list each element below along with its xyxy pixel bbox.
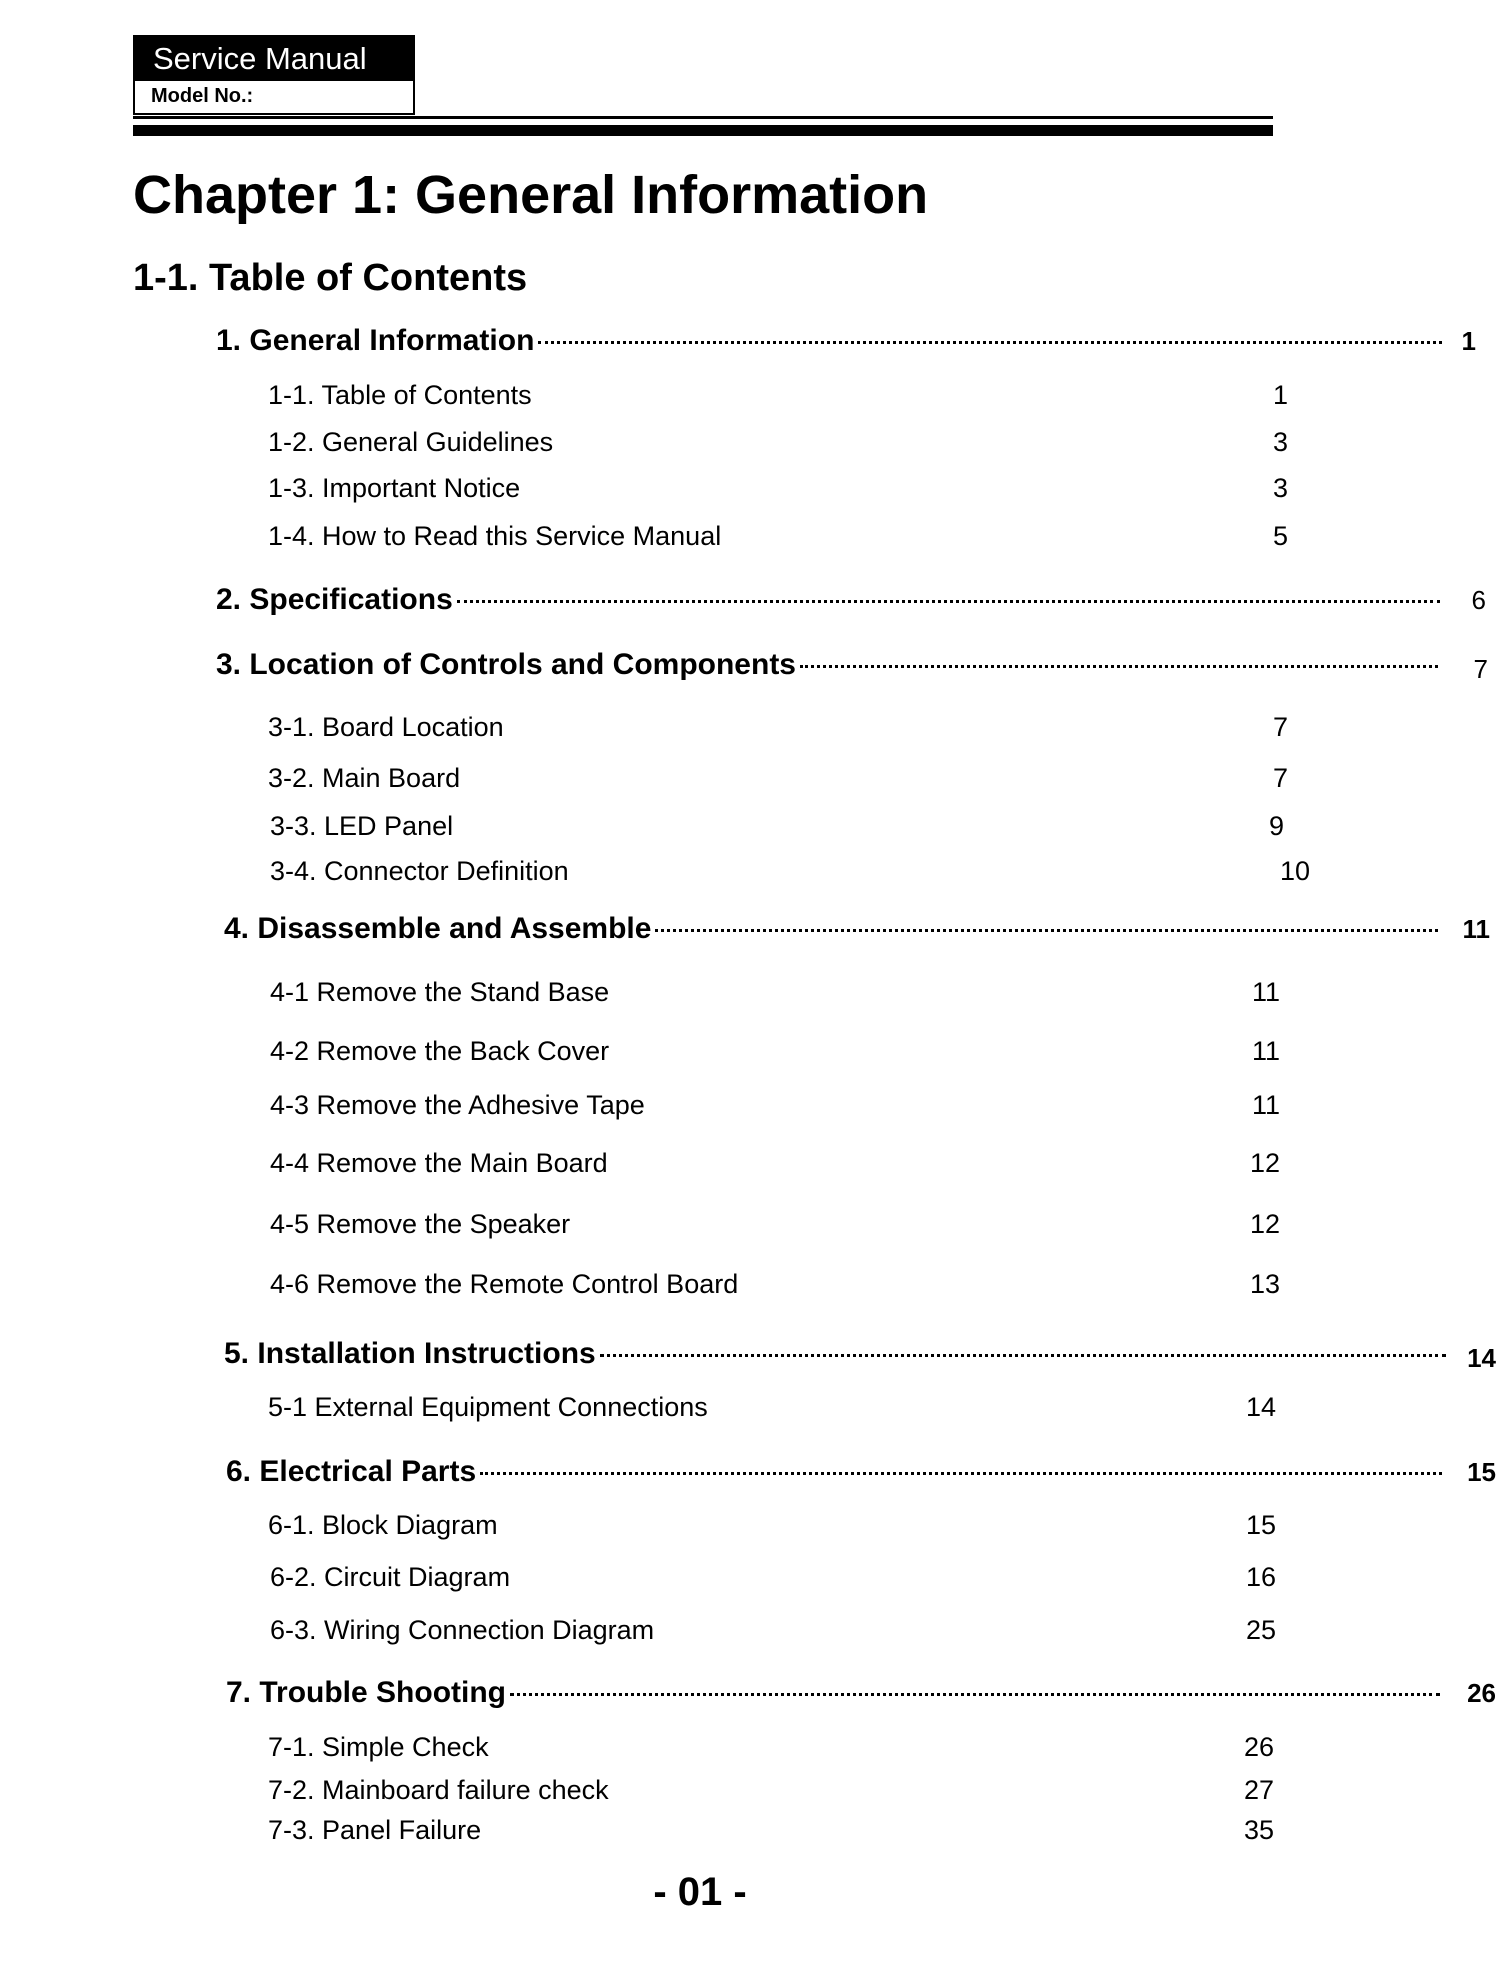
header-rule-thin [133,116,1273,119]
model-number-label: Model No.: [151,85,254,107]
header-box [133,35,415,115]
toc-item-page: 27 [1243,1775,1274,1805]
toc-item-label: 4-6 Remove the Remote Control Board [270,1269,739,1299]
toc-section-page: 15 [1467,1457,1496,1487]
toc-item-page: 14 [1245,1392,1276,1422]
toc-item-page: 5 [1272,521,1288,551]
toc-section-page: 26 [1467,1678,1496,1708]
toc-item-page: 25 [1245,1615,1276,1645]
toc-item-label: 4-5 Remove the Speaker [270,1209,571,1239]
toc-section-page: 6 [1471,585,1486,615]
toc-item-page: 9 [1268,811,1284,841]
toc-item-label: 3-1. Board Location [268,712,504,742]
toc-item-label: 5-1 External Equipment Connections [268,1392,708,1422]
toc-leader-dots [457,596,1440,603]
toc-leader-dots [600,1350,1446,1357]
toc-item-label: 1-1. Table of Contents [268,380,532,410]
toc-item-label: 3-2. Main Board [268,763,461,793]
toc-item-label: 6-1. Block Diagram [268,1510,498,1540]
toc-item-page: 11 [1251,1090,1280,1120]
header-title: Service Manual [135,37,413,81]
toc-item-label: 1-4. How to Read this Service Manual [268,521,722,551]
toc-item-label: 7-1. Simple Check [268,1732,489,1762]
toc-item-page: 3 [1272,427,1288,457]
toc-item-label: 4-4 Remove the Main Board [270,1148,608,1178]
toc-item-label: 7-2. Mainboard failure check [268,1775,609,1805]
toc-item-label: 6-3. Wiring Connection Diagram [270,1615,655,1645]
toc-leader-dots [510,1689,1440,1696]
toc-item-page: 11 [1251,977,1280,1007]
toc-item-label: 1-3. Important Notice [268,473,521,503]
toc-item-page: 1 [1272,380,1288,410]
toc-section-label: 2. Specifications [216,583,453,616]
toc-item-page: 12 [1249,1209,1280,1239]
toc-item-label: 3-4. Connector Definition [270,856,569,886]
toc-leader-dots [480,1468,1442,1475]
toc-item-label: 6-2. Circuit Diagram [270,1562,511,1592]
toc-section-page: 11 [1462,914,1490,944]
toc-item-page: 13 [1249,1269,1280,1299]
toc-section-label: 1. General Information [216,324,535,357]
toc-section-page: 1 [1461,326,1476,356]
toc-item-page: 16 [1245,1562,1276,1592]
header-rule-thick [133,125,1273,136]
toc-leader-dots [800,661,1438,668]
toc-section-label: 6. Electrical Parts [226,1455,477,1488]
toc-item-page: 10 [1279,856,1310,886]
toc-item-page: 11 [1251,1036,1280,1066]
toc-leader-dots [538,337,1442,344]
toc-section-label: 5. Installation Instructions [224,1337,596,1370]
toc-item-label: 7-3. Panel Failure [268,1815,482,1845]
toc-item-page: 7 [1272,712,1288,742]
toc-section-page: 14 [1467,1343,1496,1373]
toc-section-label: 3. Location of Controls and Components [216,648,796,681]
toc-item-label: 3-3. LED Panel [270,811,454,841]
toc-item-page: 12 [1249,1148,1280,1178]
toc-item-page: 35 [1243,1815,1274,1845]
toc-item-label: 4-3 Remove the Adhesive Tape [270,1090,645,1120]
section-title: 1-1. Table of Contents [133,257,528,299]
toc-section-label: 7. Trouble Shooting [226,1676,506,1709]
toc-item-label: 4-1 Remove the Stand Base [270,977,610,1007]
toc-item-page: 15 [1245,1510,1276,1540]
toc-section-page: 7 [1473,654,1488,684]
toc-item-page: 3 [1272,473,1288,503]
toc-item-page: 26 [1243,1732,1274,1762]
toc-item-label: 1-2. General Guidelines [268,427,554,457]
toc-section-label: 4. Disassemble and Assemble [224,912,652,945]
chapter-title: Chapter 1: General Information [133,165,929,225]
page-number: - 01 - [653,1870,747,1914]
toc-item-label: 4-2 Remove the Back Cover [270,1036,610,1066]
toc-leader-dots [655,925,1438,932]
toc-item-page: 7 [1272,763,1288,793]
